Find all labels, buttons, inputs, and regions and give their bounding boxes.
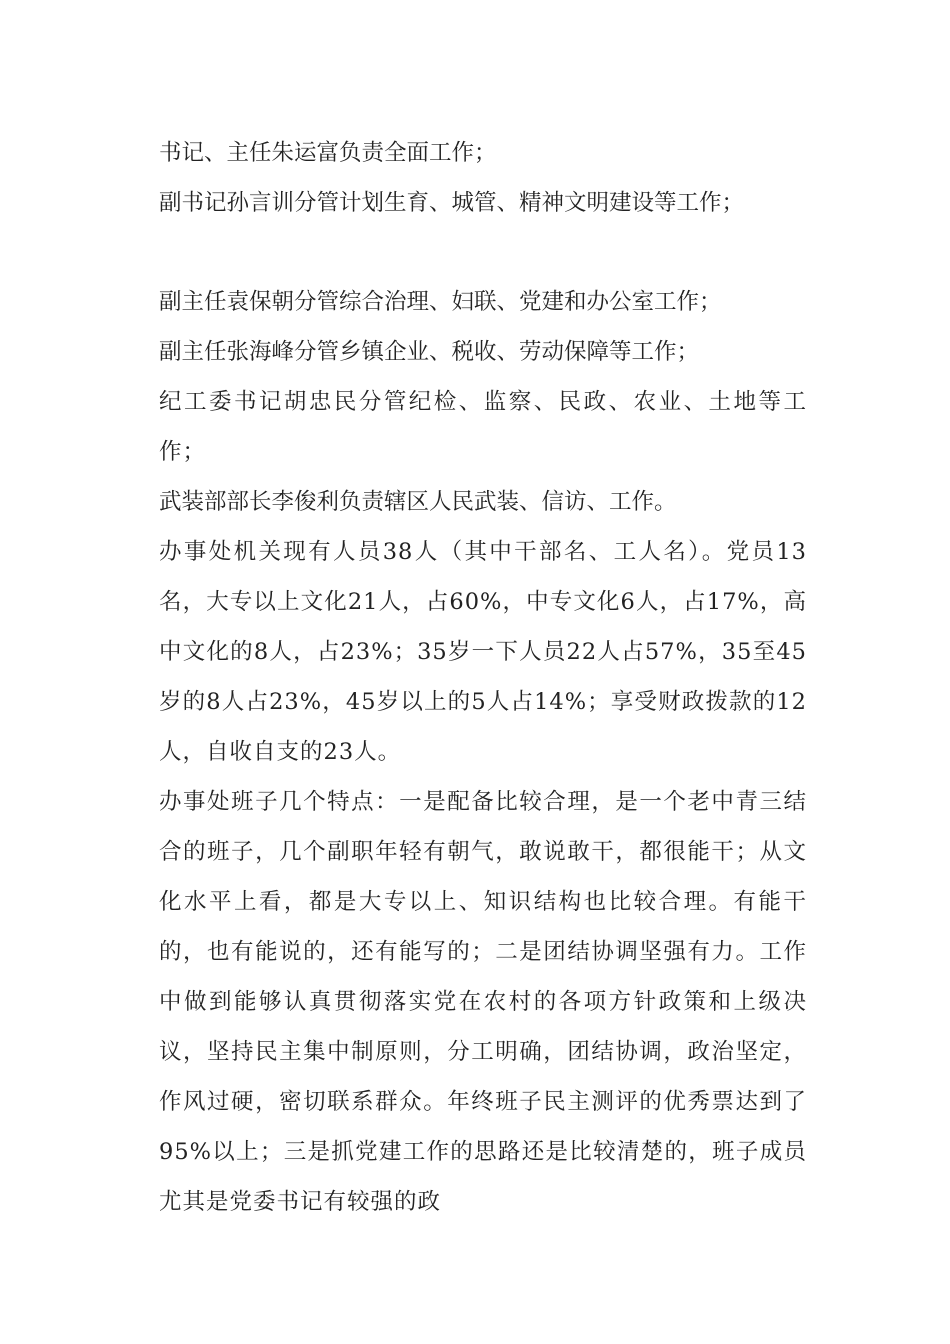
duty-line-deputy-director-yuan: 副主任袁保朝分管综合治理、妇联、党建和办公室工作； <box>159 289 722 315</box>
blank-gap <box>147 228 807 277</box>
duty-line-armed-forces: 武装部部长李俊利负责辖区人民武装、信访、工作。 <box>159 489 677 515</box>
staff-statistics-paragraph: 办事处机关现有人员38人（其中干部名、工人名）。党员13名，大专以上文化21人，占60%，中专文化6人，占17%，高中文化的8人，占23%；35岁一下人员22人占57%，35至45岁的8人占23%，45岁以上的5人占14%；享受财政拨款的12人，自收自支的23人。 <box>159 539 807 765</box>
duty-line-discipline-secretary: 纪工委书记胡忠民分管纪检、监察、民政、农业、土地等工作； <box>159 389 807 465</box>
duty-line-deputy-secretary: 副书记孙言训分管计划生育、城管、精神文明建设等工作； <box>159 190 745 216</box>
duty-line-secretary: 书记、主任朱运富负责全面工作； <box>159 140 497 166</box>
duty-line-deputy-director-zhang: 副主任张海峰分管乡镇企业、税收、劳动保障等工作； <box>159 339 700 365</box>
document-body <box>147 128 807 1227</box>
team-features-paragraph: 办事处班子几个特点：一是配备比较合理，是一个老中青三结合的班子，几个副职年轻有朝气，敢说敢干，都很能干；从文化水平上看，都是大专以上、知识结构也比较合理。有能干的，也有能说的，还有能写的；二是团结协调坚强有力。工作中做到能够认真贯彻落实党在农村的各项方针政策和上级决议，坚持民主集中制原则，分工明确，团结协调，政治坚定，作风过硬，密切联系群众。年终班子民主测评的优秀票达到了95%以上；三是抓党建工作的思路还是比较清楚的，班子成员尤其是党委书记有较强的政 <box>159 789 807 1215</box>
